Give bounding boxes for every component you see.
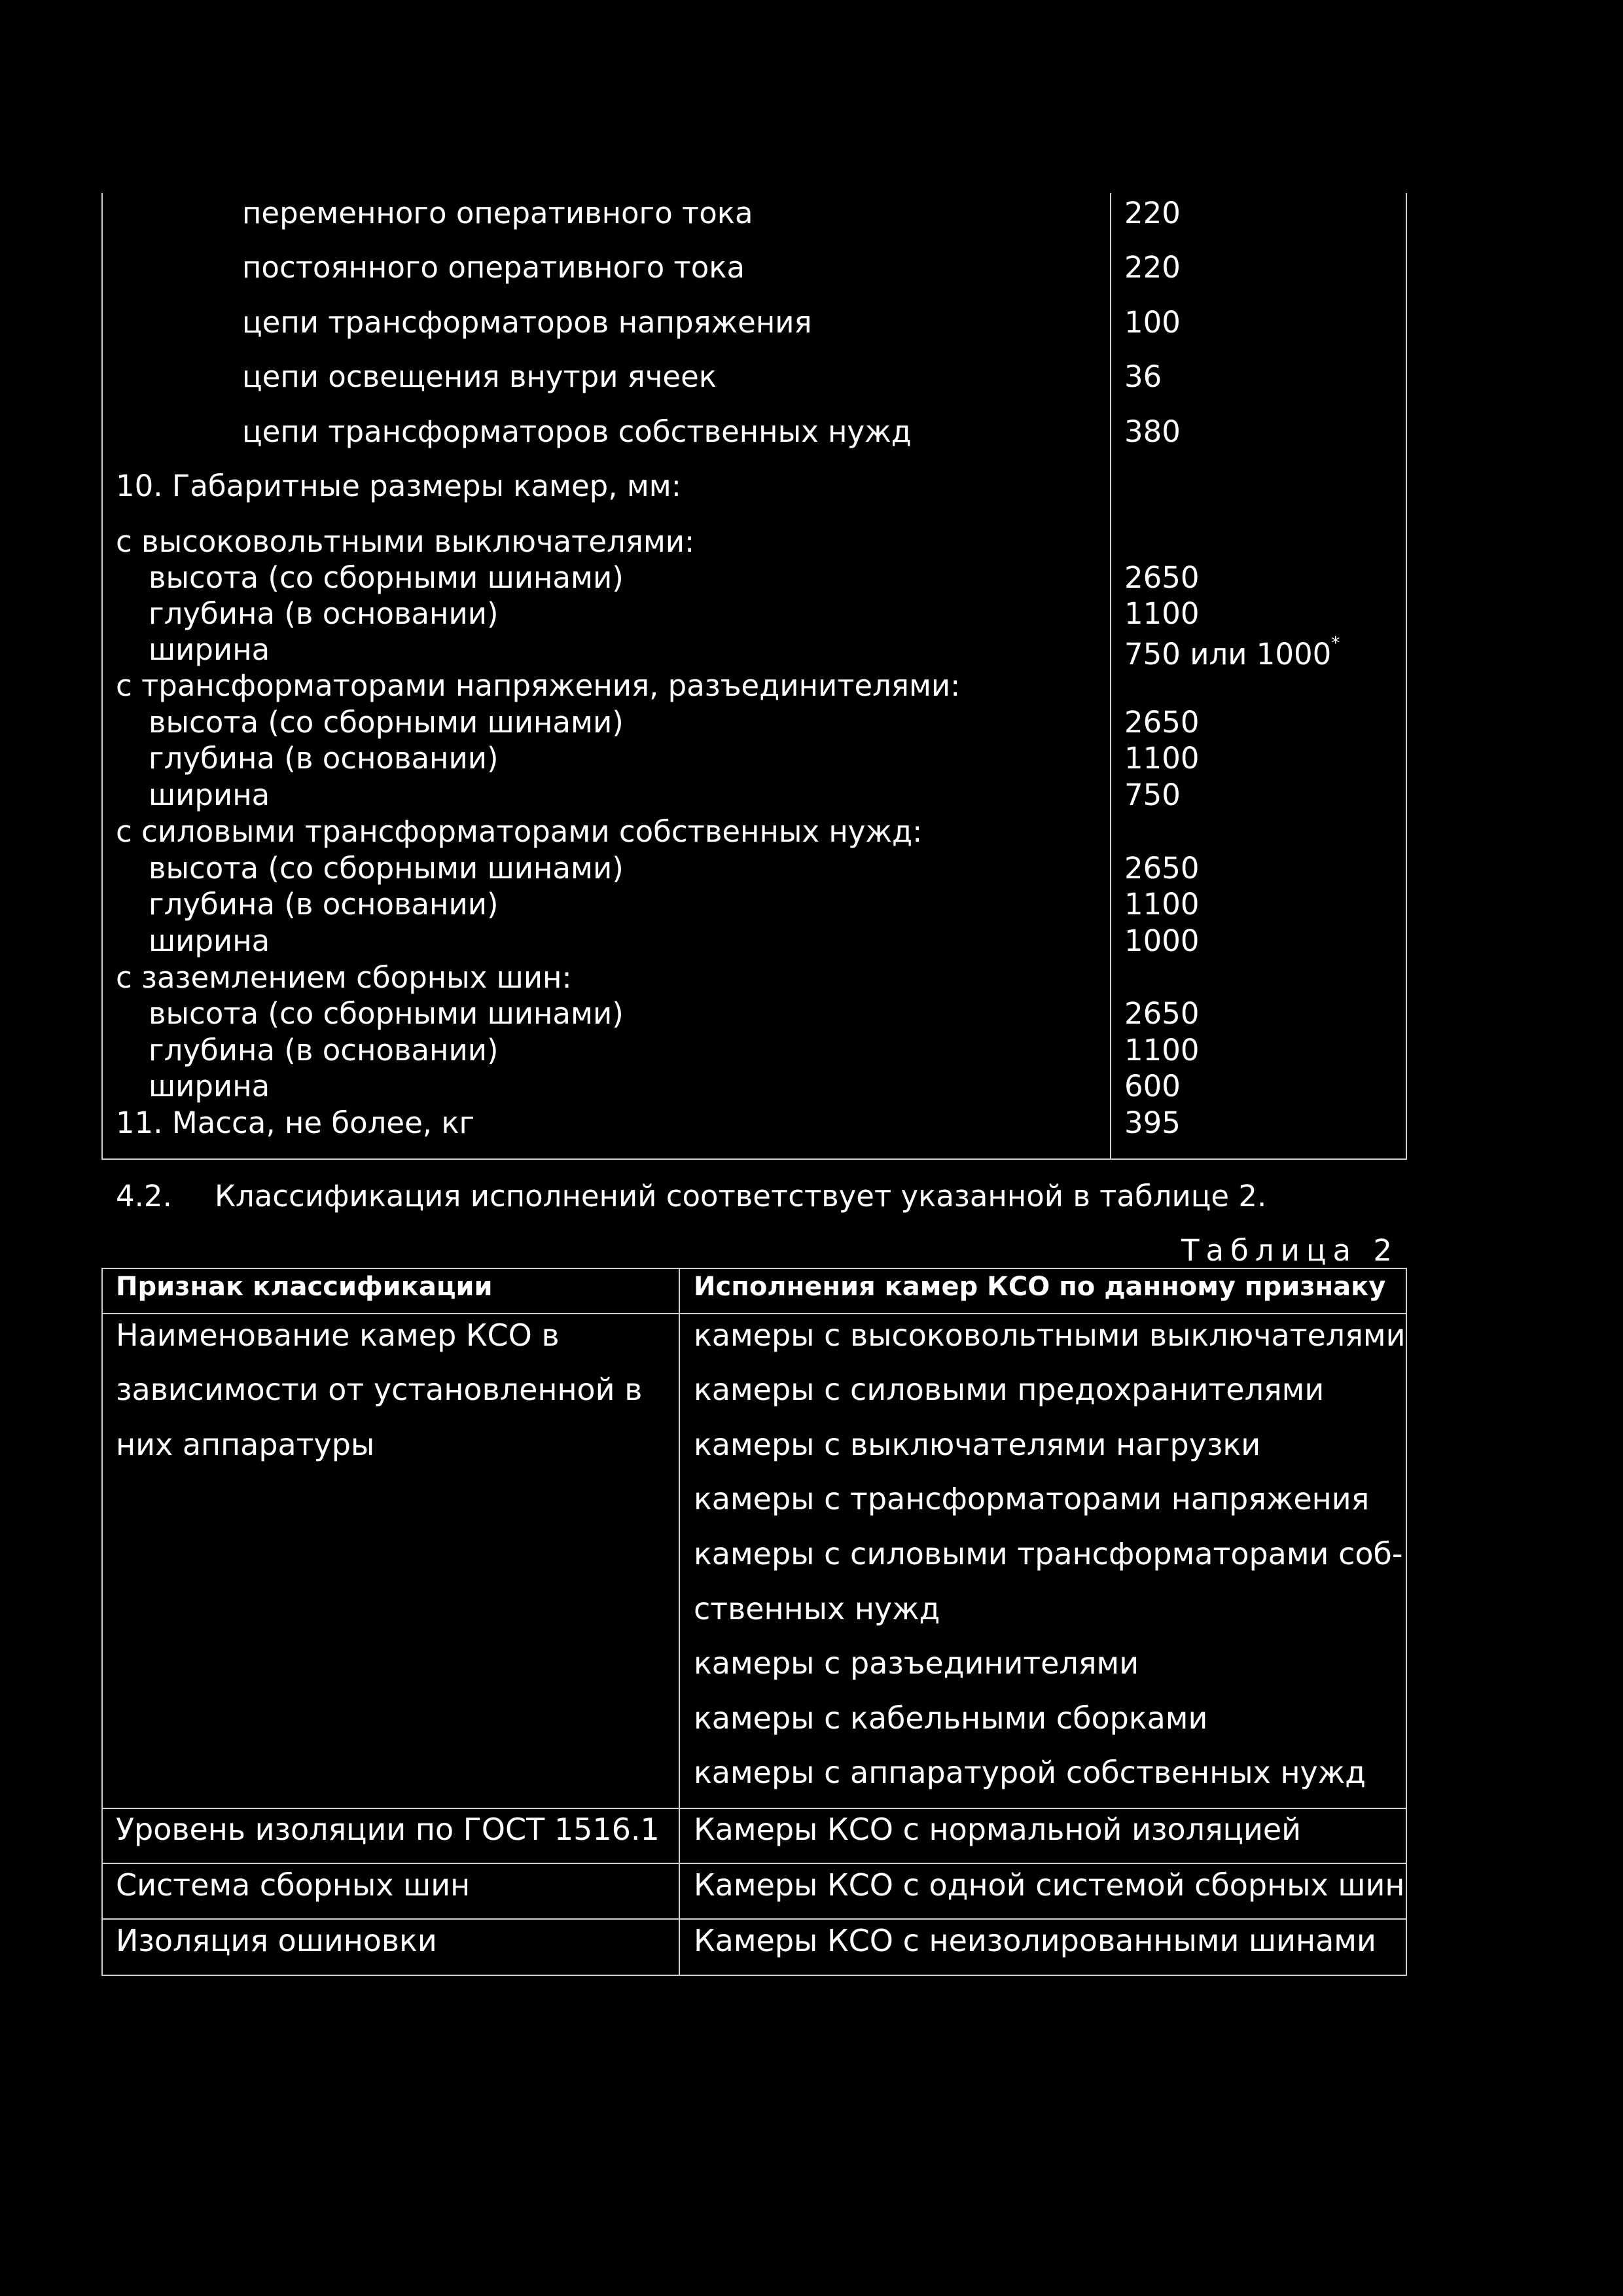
dim-value: 1100	[1124, 1033, 1200, 1067]
dim-label: высота (со сборными шинами)	[149, 560, 624, 595]
variant-item: камеры с выключателями нагрузки	[694, 1427, 1261, 1462]
item11-value: 395	[1124, 1105, 1181, 1140]
footnote-mark: *	[1331, 634, 1340, 653]
dim-group-label: с заземлением сборных шин:	[116, 960, 572, 995]
table2-column-divider	[679, 1268, 680, 1976]
table1-bottom-border	[101, 1158, 1407, 1160]
dim-value: 750 или 1000	[1124, 637, 1332, 672]
feature-line: зависимости от установленной в	[116, 1372, 643, 1407]
voltage-value: 380	[1124, 414, 1181, 449]
dim-value: 1100	[1124, 596, 1200, 631]
table2-header-bottom	[101, 1313, 1407, 1314]
voltage-value: 100	[1124, 305, 1181, 340]
voltage-value: 220	[1124, 250, 1181, 285]
section-text: Классификация исполнений соответствует указанной в таблице 2.	[215, 1179, 1267, 1213]
dim-value: 1100	[1124, 887, 1200, 922]
feature-cell: Изоляция ошиновки	[116, 1923, 437, 1958]
voltage-label: переменного оперативного тока	[242, 196, 753, 230]
table2-right-border	[1406, 1268, 1407, 1976]
variant-cell: Камеры КСО с неизолированными шинами	[694, 1923, 1376, 1958]
dim-value: 600	[1124, 1069, 1181, 1103]
variant-item: ственных нужд	[694, 1591, 940, 1626]
table2-row-divider	[101, 1808, 1407, 1809]
variant-item: камеры с аппаратурой собственных нужд	[694, 1755, 1366, 1790]
table2-row-divider	[101, 1918, 1407, 1920]
variant-cell: Камеры КСО с нормальной изоляцией	[694, 1812, 1302, 1847]
dim-label: ширина	[149, 1069, 270, 1103]
dim-label: ширина	[149, 632, 270, 667]
feature-line: них аппаратуры	[116, 1427, 375, 1462]
voltage-label: цепи трансформаторов собственных нужд	[242, 414, 912, 449]
table2-header-feature: Признак классификации	[116, 1272, 493, 1302]
table2-caption: Таблица 2	[1181, 1233, 1399, 1268]
dim-label: глубина (в основании)	[149, 741, 499, 776]
variant-item: камеры с силовыми предохранителями	[694, 1372, 1325, 1407]
voltage-value: 220	[1124, 196, 1181, 230]
dim-label: глубина (в основании)	[149, 1033, 499, 1067]
table2-row-divider	[101, 1863, 1407, 1864]
dim-group-label: с трансформаторами напряжения, разъединителями:	[116, 668, 961, 703]
dim-group-label: с высоковольтными выключателями:	[116, 524, 695, 559]
dim-value: 1100	[1124, 741, 1200, 776]
section-number: 4.2.	[116, 1179, 172, 1213]
voltage-label: цепи трансформаторов напряжения	[242, 305, 812, 340]
feature-cell: Уровень изоляции по ГОСТ 1516.1	[116, 1812, 660, 1847]
voltage-value: 36	[1124, 359, 1162, 394]
dim-value: 750	[1124, 778, 1181, 812]
dim-value: 1000	[1124, 924, 1200, 958]
voltage-label: постоянного оперативного тока	[242, 250, 745, 285]
item11-label: 11. Масса, не более, кг	[116, 1105, 475, 1140]
table1-right-border	[1406, 193, 1407, 1160]
dim-label: глубина (в основании)	[149, 887, 499, 922]
voltage-label: цепи освещения внутри ячеек	[242, 359, 717, 394]
dim-value: 2650	[1124, 560, 1200, 595]
dim-value-with-note	[1124, 634, 1340, 672]
table1-left-border	[101, 193, 103, 1160]
dim-value: 2650	[1124, 996, 1200, 1031]
variant-item: камеры с трансформаторами напряжения	[694, 1481, 1370, 1516]
dim-value: 2650	[1124, 851, 1200, 886]
variant-item: камеры с разъединителями	[694, 1645, 1139, 1681]
feature-cell: Система сборных шин	[116, 1867, 471, 1903]
table1-divider	[1110, 193, 1111, 1160]
dim-label: высота (со сборными шинами)	[149, 705, 624, 740]
dim-label: ширина	[149, 778, 270, 812]
variant-item: камеры с кабельными сборками	[694, 1700, 1208, 1736]
dim-label: высота (со сборными шинами)	[149, 996, 624, 1031]
variant-item: камеры с высоковольтными выключателями	[694, 1318, 1406, 1353]
dim-label: высота (со сборными шинами)	[149, 851, 624, 886]
dim-label: ширина	[149, 924, 270, 958]
dim-group-label: с силовыми трансформаторами собственных нужд:	[116, 814, 923, 849]
table2-top-border	[101, 1268, 1407, 1269]
feature-line: Наименование камер КСО в	[116, 1318, 560, 1353]
table2-header-variants: Исполнения камер КСО по данному признаку	[694, 1272, 1386, 1302]
item10-title: 10. Габаритные размеры камер, мм:	[116, 469, 681, 503]
dim-value: 2650	[1124, 705, 1200, 740]
variant-cell: Камеры КСО с одной системой сборных шин	[694, 1867, 1405, 1903]
dim-label: глубина (в основании)	[149, 596, 499, 631]
table2-bottom-border	[101, 1975, 1407, 1976]
variant-item: камеры с силовыми трансформаторами соб-	[694, 1536, 1403, 1571]
table2-left-border	[101, 1268, 103, 1976]
